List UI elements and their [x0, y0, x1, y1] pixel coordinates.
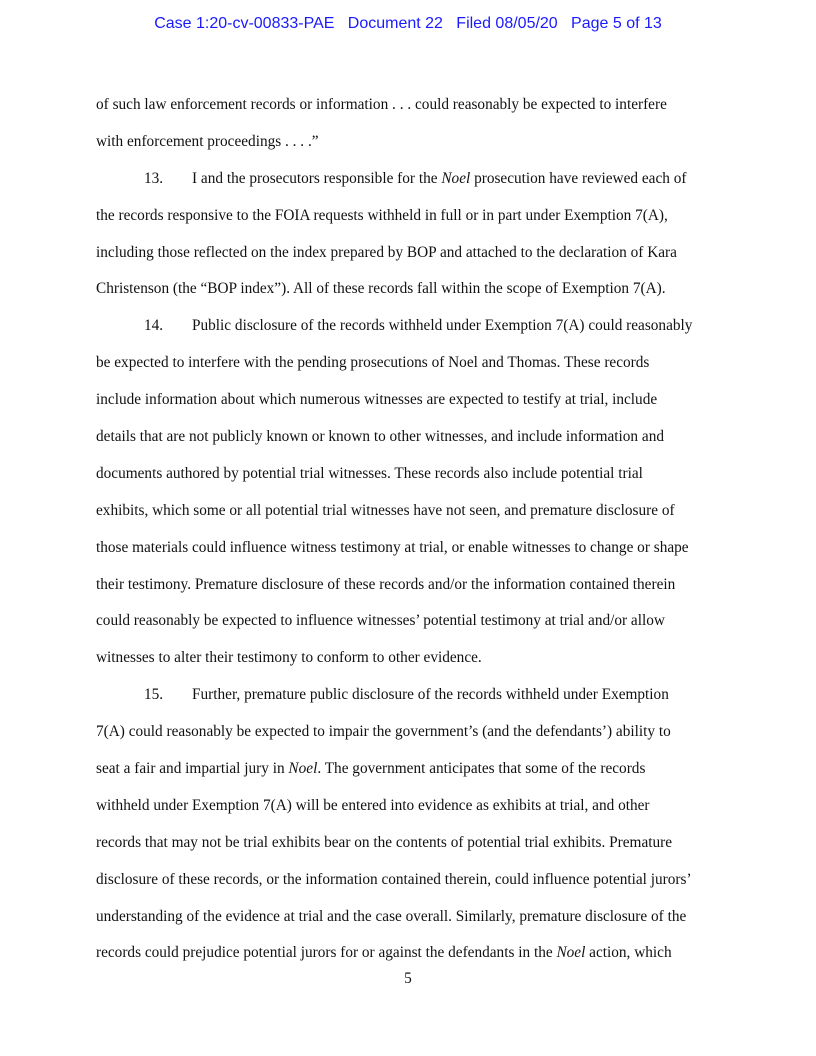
paragraph-14-first-line — [96, 308, 726, 345]
document-number: Document 22 — [347, 15, 443, 32]
case-name: Noel — [556, 944, 586, 962]
body-line: withheld under Exemption 7(A) will be entered into evidence as exhibits at trial, and other — [96, 796, 650, 814]
body-line: Further, premature public disclosure of the records withheld under Exemption — [192, 686, 669, 704]
filed-date: Filed 08/05/20 — [456, 15, 558, 32]
body-line: including those reflected on the index prepared by BOP and attached to the declaration of Kara — [96, 243, 677, 261]
body-line: Public disclosure of the records withheld under Exemption 7(A) could reasonably — [192, 317, 693, 335]
paragraph-13-first-line — [96, 161, 726, 198]
body-line: seat a fair and impartial jury in Noel. The government anticipates that some of the records — [96, 760, 646, 778]
case-name: Noel — [288, 760, 318, 778]
page-of-pages: Page 5 of 13 — [571, 15, 662, 32]
body-line: the records responsive to the FOIA requests withheld in full or in part under Exemption 7(A), — [96, 206, 668, 224]
body-line: those materials could influence witness testimony at trial, or enable witnesses to change or shape — [96, 538, 689, 556]
body-line: could reasonably be expected to influence witnesses’ potential testimony at trial and/or allow — [96, 612, 665, 630]
body-line: disclosure of these records, or the information contained therein, could influence potential jurors’ — [96, 870, 692, 888]
page-number: 5 — [404, 970, 412, 987]
body-line: understanding of the evidence at trial and the case overall. Similarly, premature disclosure of the — [96, 907, 687, 925]
paragraph-15-first-line — [96, 677, 726, 714]
body-line: their testimony. Premature disclosure of these records and/or the information contained therein — [96, 575, 676, 593]
body-line: exhibits, which some or all potential trial witnesses have not seen, and premature disclosure of — [96, 501, 675, 519]
paragraph-number: 14. — [144, 317, 164, 335]
body-line: details that are not publicly known or known to other witnesses, and include information and — [96, 428, 664, 446]
ecf-filing-header — [0, 15, 816, 33]
body-line: include information about which numerous witnesses are expected to testify at trial, include — [96, 391, 658, 409]
paragraph-number: 13. — [144, 169, 164, 187]
case-number: Case 1:20-cv-00833-PAE — [154, 15, 335, 32]
body-line: be expected to interfere with the pending prosecutions of Noel and Thomas. These records — [96, 354, 650, 372]
body-line: 7(A) could reasonably be expected to impair the government’s (and the defendants’) ability to — [96, 723, 671, 741]
body-line: records that may not be trial exhibits bear on the contents of potential trial exhibits. Premature — [96, 833, 673, 851]
body-line: witnesses to alter their testimony to conform to other evidence. — [96, 649, 482, 667]
body-line: I and the prosecutors responsible for the Noel prosecution have reviewed each of — [192, 169, 687, 187]
document-body — [96, 87, 726, 972]
case-name: Noel — [441, 169, 471, 187]
paragraph-number: 15. — [144, 686, 164, 704]
body-line: records could prejudice potential jurors for or against the defendants in the Noel action, which — [96, 944, 672, 962]
body-line: Christenson (the “BOP index”). All of these records fall within the scope of Exemption 7(A). — [96, 280, 666, 298]
body-line: documents authored by potential trial witnesses. These records also include potential trial — [96, 464, 643, 482]
body-line: with enforcement proceedings . . . .” — [96, 132, 319, 150]
body-line: of such law enforcement records or information . . . could reasonably be expected to interfere — [96, 96, 667, 113]
